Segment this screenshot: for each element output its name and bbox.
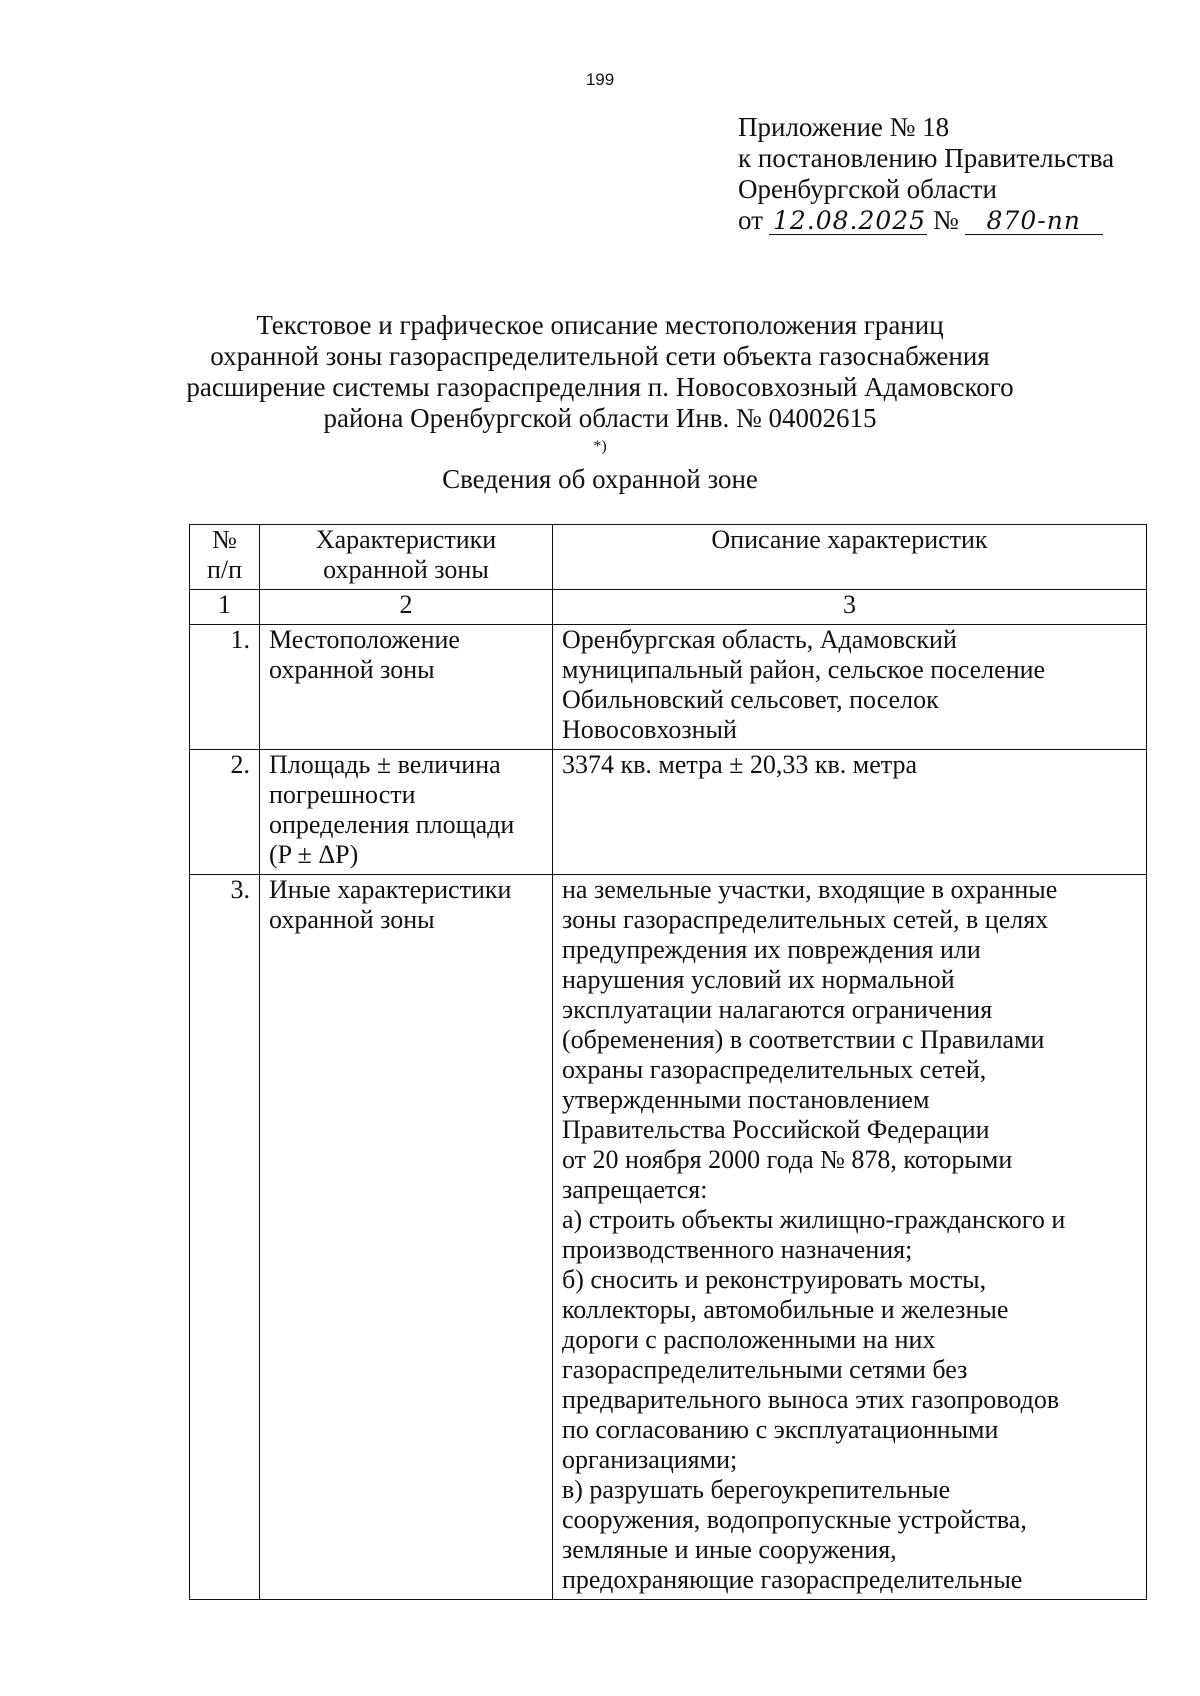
column-number-1: 1 (190, 590, 260, 625)
description-line: на земельные участки, входящие в охранные (562, 875, 1058, 904)
title-line-3: расширение системы газораспределния п. Новосовхозный Адамовского (186, 372, 1014, 402)
description-line: коллекторы, автомобильные и железные (562, 1295, 1009, 1324)
description-line: 3374 кв. метра ± 20,33 кв. метра (562, 750, 918, 779)
description-line: а) строить объекты жилищно-гражданского и (562, 1205, 1066, 1234)
appendix-label: Приложение № 18 (738, 112, 950, 142)
column-number-2: 2 (260, 590, 553, 625)
description-line: эксплуатации налагаются ограничения (562, 995, 993, 1024)
page-number: 199 (585, 70, 615, 89)
header-number: № п/п (190, 525, 260, 590)
description-line: предохраняющие газораспределительные (562, 1565, 1023, 1594)
description-line: зоны газораспределительных сетей, в целях (562, 905, 1049, 934)
table-row (190, 750, 1147, 875)
description-line: б) сносить и реконструировать мосты, (562, 1265, 987, 1294)
row-description (553, 750, 1147, 875)
title-line-2: охранной зоны газораспределительной сети объекта газоснабжения (210, 341, 990, 371)
description-line: (обременения) в соответствии с Правилами (562, 1025, 1045, 1054)
description-line: охраны газораспределительных сетей, (562, 1055, 987, 1084)
row-number: 3. (190, 875, 260, 1600)
table-row (190, 875, 1147, 1600)
appendix-region: Оренбургской области (738, 174, 997, 204)
title-line-1: Текстовое и графическое описание местоположения границ (256, 310, 944, 340)
description-line: организациями; (562, 1445, 738, 1474)
section-title: Сведения об охранной зоне (442, 464, 758, 494)
appendix-date-line (738, 205, 1114, 236)
description-line: нарушения условий их нормальной (562, 965, 955, 994)
row-characteristic: Площадь ± величина погрешности определения площади (P ± ΔP) (260, 750, 553, 875)
description-line: утвержденными постановлением (562, 1085, 930, 1114)
number-prefix: № (932, 205, 959, 235)
row-description (553, 625, 1147, 750)
description-line: по согласованию с эксплуатационными (562, 1415, 999, 1444)
description-line: муниципальный район, сельское поселение (562, 655, 1046, 684)
table-header-row (190, 525, 1147, 590)
row-characteristic: Иные характеристики охранной зоны (260, 875, 553, 1600)
footnote-mark: *) (593, 438, 607, 455)
row-number: 2. (190, 750, 260, 875)
column-number-3: 3 (553, 590, 1147, 625)
row-characteristic: Местоположение охранной зоны (260, 625, 553, 750)
description-line: предупреждения их повреждения или (562, 935, 981, 964)
description-line: запрещается: (562, 1175, 708, 1204)
row-number: 1. (190, 625, 260, 750)
description-line: газораспределительными сетями без (562, 1355, 968, 1384)
appendix-decree-ref: к постановлению Правительства (738, 143, 1115, 173)
title-line-4 (150, 403, 1050, 465)
description-line: Обильновский сельсовет, поселок (562, 685, 939, 714)
description-line: Правительства Российской Федерации (562, 1115, 990, 1144)
handwritten-date: 12.08.2025 (769, 208, 927, 235)
table-row (190, 625, 1147, 750)
description-line: предварительного выноса этих газопроводов (562, 1385, 1060, 1414)
description-line: дороги с расположенными на них (562, 1325, 936, 1354)
column-numbers-row (190, 590, 1147, 625)
handwritten-number: 870-пп (965, 208, 1103, 235)
header-description: Описание характеристик (553, 525, 1147, 590)
description-line: Оренбургская область, Адамовский (562, 625, 957, 654)
row-description (553, 875, 1147, 1600)
document-title (150, 310, 1050, 465)
description-line: в) разрушать берегоукрепительные (562, 1475, 951, 1504)
protection-zone-table (189, 524, 1147, 1600)
appendix-block (738, 112, 1114, 236)
title-line-4-text: района Оренбургской области Инв. № 04002615 (323, 403, 877, 433)
description-line: сооружения, водопропускные устройства, (562, 1505, 1027, 1534)
header-characteristics: Характеристики охранной зоны (260, 525, 553, 590)
date-prefix: от (738, 205, 763, 235)
description-line: от 20 ноября 2000 года № 878, которыми (562, 1145, 1013, 1174)
description-line: производственного назначения; (562, 1235, 913, 1264)
description-line: Новосовхозный (562, 715, 737, 744)
description-line: земляные и иные сооружения, (562, 1535, 897, 1564)
